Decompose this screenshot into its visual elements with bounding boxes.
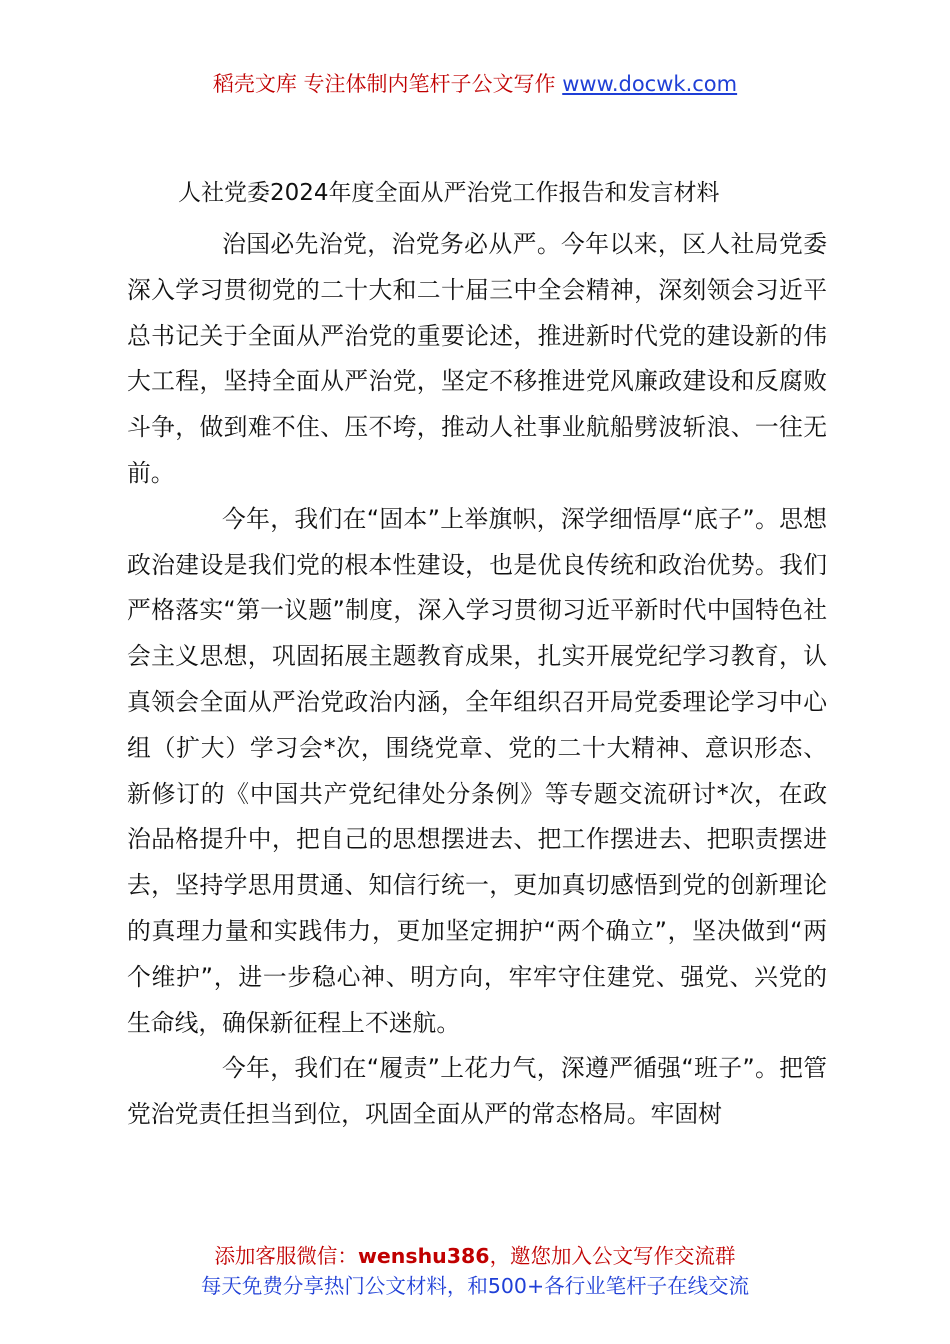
- footer-line-2: 每天免费分享热门公文材料，和500+各行业笔杆子在线交流: [200, 1274, 750, 1298]
- brand-tagline: 稻壳文库 专注体制内笔杆子公文写作: [212, 72, 563, 96]
- promo-footer: [0, 1241, 950, 1301]
- paragraph-3: 今年，我们在“履责”上花力气，深遵严循强“班子”。把管党治党责任担当到位，巩固全面从严的常态格局。牢固树: [127, 1054, 827, 1129]
- wechat-id: wenshu386: [357, 1244, 490, 1268]
- site-header: [0, 70, 950, 98]
- footer-suffix: ，邀您加入公文写作交流群: [489, 1244, 736, 1268]
- footer-prefix: 添加客服微信：: [214, 1244, 358, 1268]
- document-body: [127, 222, 827, 1138]
- paragraph-2: 今年，我们在“固本”上举旗帜，深学细悟厚“底子”。思想政治建设是我们党的根本性建设，也是优良传统和政治优势。我们严格落实“第一议题”制度，深入学习贯彻习近平新时代中国特色社会主义思想，巩固拓展主题教育成果，扎实开展党纪学习教育，认真领会全面从严治党政治内涵，全年组织召开局党委理论学习中心组（扩大）学习会*次，围绕党章、党的二十大精神、意识形态、新修订的《中国共产党纪律处分条例》等专题交流研讨*次，在政治品格提升中，把自己的思想摆进去、把工作摆进去、把职责摆进去，坚持学思用贯通、知信行统一，更加真切感悟到党的创新理论的真理力量和实践伟力，更加坚定拥护“两个确立”，坚决做到“两个维护”，进一步稳心神、明方向，牢牢守住建党、强党、兴党的生命线，确保新征程上不迷航。: [127, 504, 827, 1037]
- paragraph-1: 治国必先治党，治党务必从严。今年以来，区人社局党委深入学习贯彻党的二十大和二十届三中全会精神，深刻领会习近平总书记关于全面从严治党的重要论述，推进新时代党的建设新的伟大工程，坚持全面从严治党，坚定不移推进党风廉政建设和反腐败斗争，做到难不住、压不垮，推动人社事业航船劈波斩浪、一往无前。: [127, 230, 827, 487]
- site-link[interactable]: www.docwk.com: [562, 72, 738, 96]
- footer-line-1: [0, 1241, 950, 1271]
- document-title: 人社党委2024年度全面从严治党工作报告和发言材料: [178, 180, 720, 206]
